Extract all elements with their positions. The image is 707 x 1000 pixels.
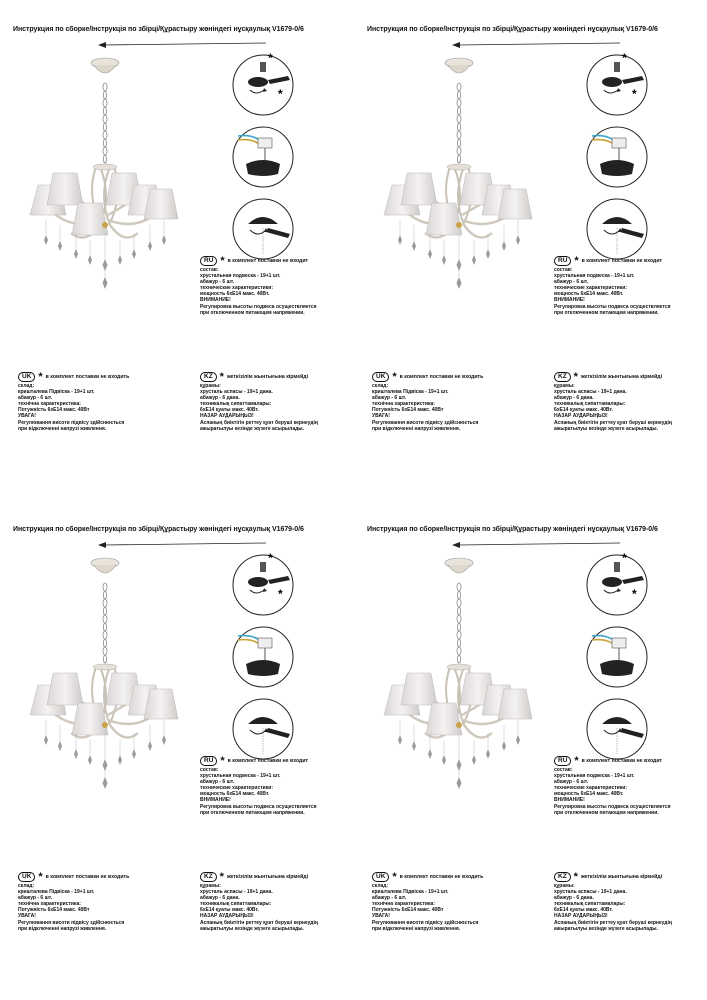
ru-not-included-note: в комплект поставки не входит — [581, 757, 663, 764]
instruction-panel-3 — [0, 500, 353, 1000]
uk-language-badge: UK — [18, 372, 35, 382]
spec-line: Аспаның биіктігін реттеу қуат беруші кернеудің — [554, 419, 672, 426]
spec-line: Регулювання висоти підвісу здійснюється — [18, 419, 125, 426]
pointer-arrow-icon — [452, 40, 622, 50]
uk-lines — [372, 383, 483, 432]
pointer-arrow-icon — [98, 40, 268, 50]
spec-line: Регулировка высоты подвеса осуществляется — [200, 803, 317, 810]
spec-line: НАЗАР АУДАРЫҢЫЗ! — [554, 913, 608, 920]
spec-line: НАЗАР АУДАРЫҢЫЗ! — [200, 913, 254, 920]
kz-spec-block — [554, 872, 672, 932]
kz-spec-block — [200, 872, 318, 932]
spec-line: технические характеристики: — [554, 285, 627, 292]
chandelier-illustration — [16, 555, 188, 800]
chandelier-illustration — [16, 55, 188, 300]
spec-line: при відключенні напрузі живлення. — [372, 425, 461, 432]
spec-line: абажур - 6 дана. — [200, 395, 240, 402]
asterisk-icon: * — [392, 871, 397, 883]
spec-line: Регулювання висоти підвісу здійснюється — [18, 919, 125, 926]
spec-line: техникалық сипаттамалары: — [554, 901, 626, 908]
ru-language-badge: RU — [200, 756, 217, 766]
kz-lines — [554, 883, 672, 932]
assembly-steps — [582, 550, 652, 770]
spec-line: хрусталь аспасы - 19+1 дана. — [200, 389, 273, 396]
spec-line: техникалық сипаттамалары: — [200, 401, 272, 408]
asterisk-icon: * — [220, 255, 225, 267]
ru-language-badge: RU — [200, 256, 217, 266]
spec-line: состав: — [554, 767, 573, 773]
ru-lines — [200, 267, 317, 316]
spec-line: состав: — [554, 267, 573, 273]
spec-line: склад: — [18, 883, 35, 889]
kz-not-included-note: жеткізілім жынтығына кірмейді — [580, 873, 663, 880]
spec-line: при відключенні напрузі живлення. — [18, 425, 107, 432]
spec-line: абажур - 6 шт. — [372, 395, 407, 402]
spec-line: абажур - 6 шт. — [200, 779, 235, 786]
ceiling-mount-step-icon — [228, 50, 298, 120]
instruction-panel-2 — [354, 0, 707, 500]
spec-line: УВАГА! — [18, 413, 36, 420]
spec-line: Потужність 6хЕ14 макс. 40Вт — [18, 407, 90, 414]
instruction-title: Инструкция по сборке/Інструкція по збірці/Құрастыру жөніндегі нұсқаулық V1679-0/6 — [367, 26, 658, 33]
spec-line: 6хЕ14 қуаты макс. 40Вт. — [200, 407, 259, 414]
instruction-title: Инструкция по сборке/Інструкція по збірці/Құрастыру жөніндегі нұсқаулық V1679-0/6 — [367, 526, 658, 533]
spec-line: при відключенні напрузі живлення. — [18, 925, 107, 932]
asterisk-icon: * — [622, 551, 627, 565]
spec-line: ажыратылуы кезінде жүзеге асырылады. — [554, 425, 658, 432]
asterisk-icon: * — [220, 755, 225, 767]
kz-lines — [200, 383, 318, 432]
spec-line: кришталева Підвіска - 19+1 шт. — [372, 889, 449, 896]
spec-line: абажур - 6 шт. — [18, 395, 53, 402]
spec-line: кришталева Підвіска - 19+1 шт. — [372, 389, 449, 396]
asterisk-icon: * — [268, 51, 273, 65]
instruction-panel-4 — [354, 500, 707, 1000]
spec-line: Потужність 6хЕ14 макс. 40Вт — [372, 907, 444, 914]
spec-line: ВНИМАНИЕ! — [200, 297, 231, 304]
kz-spec-block — [554, 372, 672, 432]
spec-line: 6хЕ14 қуаты макс. 40Вт. — [554, 907, 613, 914]
spec-line: склад: — [372, 383, 389, 389]
spec-line: хрустальная подвеска - 19+1 шт. — [554, 273, 635, 280]
spec-line: абажур - 6 дана. — [554, 895, 594, 902]
spec-line: технічна характеристика: — [18, 401, 81, 408]
spec-line: ажыратылуы кезінде жүзеге асырылады. — [200, 425, 304, 432]
uk-lines — [372, 883, 483, 932]
spec-line: при отключенном питающем напряжении. — [554, 309, 659, 316]
spec-line: хрусталь аспасы - 19+1 дана. — [200, 889, 273, 896]
spec-line: құрамы: — [554, 383, 575, 389]
spec-line: Потужність 6хЕ14 макс. 40Вт — [372, 407, 444, 414]
spec-line: при відключенні напрузі живлення. — [372, 925, 461, 932]
instruction-title: Инструкция по сборке/Інструкція по збірці/Құрастыру жөніндегі нұсқаулық V1679-0/6 — [13, 526, 304, 533]
spec-line: хрустальная подвеска - 19+1 шт. — [200, 773, 281, 780]
spec-line: хрусталь аспасы - 19+1 дана. — [554, 389, 627, 396]
ru-not-included-note: в комплект поставки не входит — [227, 257, 309, 264]
spec-line: склад: — [372, 883, 389, 889]
spec-line: УВАГА! — [372, 913, 390, 920]
ceiling-mount-step-icon — [582, 50, 652, 120]
kz-spec-block — [200, 372, 318, 432]
uk-language-badge: UK — [372, 872, 389, 882]
ru-lines — [200, 767, 317, 816]
ceiling-mount-step-icon — [582, 550, 652, 620]
spec-line: УВАГА! — [372, 413, 390, 420]
spec-line: мощность 6хЕ14 макс. 40Вт. — [200, 291, 270, 298]
asterisk-icon: * — [573, 871, 578, 883]
kz-language-badge: KZ — [554, 372, 571, 382]
canopy-fix-step-icon — [582, 694, 652, 764]
spec-line: Потужність 6хЕ14 макс. 40Вт — [18, 907, 90, 914]
spec-line: Аспаның биіктігін реттеу қуат беруші кернеудің — [200, 919, 318, 926]
kz-language-badge: KZ — [554, 872, 571, 882]
spec-line: Регулировка высоты подвеса осуществляется — [200, 303, 317, 310]
ru-not-included-note: в комплект поставки не входит — [227, 757, 309, 764]
spec-line: құрамы: — [200, 383, 221, 389]
spec-line: склад: — [18, 383, 35, 389]
uk-spec-block — [372, 872, 483, 932]
spec-line: құрамы: — [200, 883, 221, 889]
ceiling-mount-step-icon — [228, 550, 298, 620]
spec-line: состав: — [200, 767, 219, 773]
spec-line: состав: — [200, 267, 219, 273]
spec-line: ажыратылуы кезінде жүзеге асырылады. — [554, 925, 658, 932]
spec-line: Аспаның биіктігін реттеу қуат беруші кернеудің — [554, 919, 672, 926]
kz-not-included-note: жеткізілім жынтығына кірмейді — [580, 373, 663, 380]
spec-line: мощность 6хЕ14 макс. 40Вт. — [200, 791, 270, 798]
canopy-fix-step-icon — [228, 194, 298, 264]
ru-not-included-note: в комплект поставки не входит — [581, 257, 663, 264]
spec-line: техникалық сипаттамалары: — [554, 401, 626, 408]
ru-spec-block — [200, 756, 317, 816]
ru-spec-block — [554, 256, 671, 316]
wiring-step-icon — [582, 622, 652, 692]
spec-line: Регулювання висоти підвісу здійснюється — [372, 919, 479, 926]
spec-line: ВНИМАНИЕ! — [554, 797, 585, 804]
ru-spec-block — [200, 256, 317, 316]
ru-lines — [554, 767, 671, 816]
spec-line: абажур - 6 шт. — [554, 279, 589, 286]
spec-line: ВНИМАНИЕ! — [554, 297, 585, 304]
spec-line: кришталева Підвіска - 19+1 шт. — [18, 889, 95, 896]
asterisk-icon: * — [574, 255, 579, 267]
canopy-fix-step-icon — [228, 694, 298, 764]
spec-line: Регулювання висоти підвісу здійснюється — [372, 419, 479, 426]
asterisk-icon: * — [632, 87, 637, 101]
asterisk-icon: * — [622, 51, 627, 65]
asterisk-icon: * — [38, 871, 43, 883]
assembly-steps — [582, 50, 652, 270]
spec-line: абажур - 6 шт. — [18, 895, 53, 902]
uk-not-included-note: в комплект поставки не входить — [399, 873, 484, 880]
pointer-arrow-icon — [452, 540, 622, 550]
spec-line: технічна характеристика: — [372, 401, 435, 408]
spec-line: технические характеристики: — [200, 285, 273, 292]
spec-line: кришталева Підвіска - 19+1 шт. — [18, 389, 95, 396]
kz-lines — [200, 883, 318, 932]
spec-line: абажур - 6 дана. — [200, 895, 240, 902]
spec-line: 6хЕ14 қуаты макс. 40Вт. — [554, 407, 613, 414]
spec-line: техникалық сипаттамалары: — [200, 901, 272, 908]
spec-line: технічна характеристика: — [18, 901, 81, 908]
wiring-step-icon — [228, 122, 298, 192]
asterisk-icon: * — [219, 371, 224, 383]
asterisk-icon: * — [38, 371, 43, 383]
wiring-step-icon — [228, 622, 298, 692]
ru-spec-block — [554, 756, 671, 816]
asterisk-icon: * — [268, 551, 273, 565]
uk-not-included-note: в комплект поставки не входить — [399, 373, 484, 380]
uk-lines — [18, 383, 129, 432]
spec-line: мощность 6хЕ14 макс. 40Вт. — [554, 791, 624, 798]
spec-line: Регулировка высоты подвеса осуществляется — [554, 803, 671, 810]
spec-line: НАЗАР АУДАРЫҢЫЗ! — [200, 413, 254, 420]
ru-lines — [554, 267, 671, 316]
kz-not-included-note: жеткізілім жынтығына кірмейді — [226, 373, 309, 380]
assembly-steps — [228, 550, 298, 770]
ru-language-badge: RU — [554, 256, 571, 266]
ru-language-badge: RU — [554, 756, 571, 766]
chandelier-illustration — [370, 55, 542, 300]
uk-language-badge: UK — [18, 872, 35, 882]
spec-line: хрусталь аспасы - 19+1 дана. — [554, 889, 627, 896]
spec-line: технические характеристики: — [200, 785, 273, 792]
pointer-arrow-icon — [98, 540, 268, 550]
spec-line: абажур - 6 шт. — [200, 279, 235, 286]
kz-lines — [554, 383, 672, 432]
spec-line: құрамы: — [554, 883, 575, 889]
uk-spec-block — [372, 372, 483, 432]
spec-line: технічна характеристика: — [372, 901, 435, 908]
wiring-step-icon — [582, 122, 652, 192]
uk-spec-block — [18, 872, 129, 932]
canopy-fix-step-icon — [582, 194, 652, 264]
instruction-panel-1 — [0, 0, 353, 500]
spec-line: технические характеристики: — [554, 785, 627, 792]
spec-line: ВНИМАНИЕ! — [200, 797, 231, 804]
asterisk-icon: * — [278, 87, 283, 101]
spec-line: НАЗАР АУДАРЫҢЫЗ! — [554, 413, 608, 420]
uk-not-included-note: в комплект поставки не входить — [45, 373, 130, 380]
asterisk-icon: * — [278, 587, 283, 601]
spec-line: мощность 6хЕ14 макс. 40Вт. — [554, 291, 624, 298]
spec-line: Аспаның биіктігін реттеу қуат беруші кернеудің — [200, 419, 318, 426]
instruction-title: Инструкция по сборке/Інструкція по збірці/Құрастыру жөніндегі нұсқаулық V1679-0/6 — [13, 26, 304, 33]
asterisk-icon: * — [573, 371, 578, 383]
uk-language-badge: UK — [372, 372, 389, 382]
asterisk-icon: * — [219, 871, 224, 883]
asterisk-icon: * — [632, 587, 637, 601]
spec-line: при отключенном питающем напряжении. — [200, 809, 305, 816]
kz-language-badge: KZ — [200, 372, 217, 382]
spec-line: Регулировка высоты подвеса осуществляется — [554, 303, 671, 310]
spec-line: абажур - 6 дана. — [554, 395, 594, 402]
uk-lines — [18, 883, 129, 932]
kz-language-badge: KZ — [200, 872, 217, 882]
spec-line: УВАГА! — [18, 913, 36, 920]
spec-line: хрустальная подвеска - 19+1 шт. — [554, 773, 635, 780]
spec-line: ажыратылуы кезінде жүзеге асырылады. — [200, 925, 304, 932]
asterisk-icon: * — [574, 755, 579, 767]
spec-line: при отключенном питающем напряжении. — [554, 809, 659, 816]
assembly-steps — [228, 50, 298, 270]
spec-line: абажур - 6 шт. — [554, 779, 589, 786]
spec-line: абажур - 6 шт. — [372, 895, 407, 902]
kz-not-included-note: жеткізілім жынтығына кірмейді — [226, 873, 309, 880]
spec-line: при отключенном питающем напряжении. — [200, 309, 305, 316]
uk-not-included-note: в комплект поставки не входить — [45, 873, 130, 880]
chandelier-illustration — [370, 555, 542, 800]
spec-line: 6хЕ14 қуаты макс. 40Вт. — [200, 907, 259, 914]
uk-spec-block — [18, 372, 129, 432]
spec-line: хрустальная подвеска - 19+1 шт. — [200, 273, 281, 280]
asterisk-icon: * — [392, 371, 397, 383]
